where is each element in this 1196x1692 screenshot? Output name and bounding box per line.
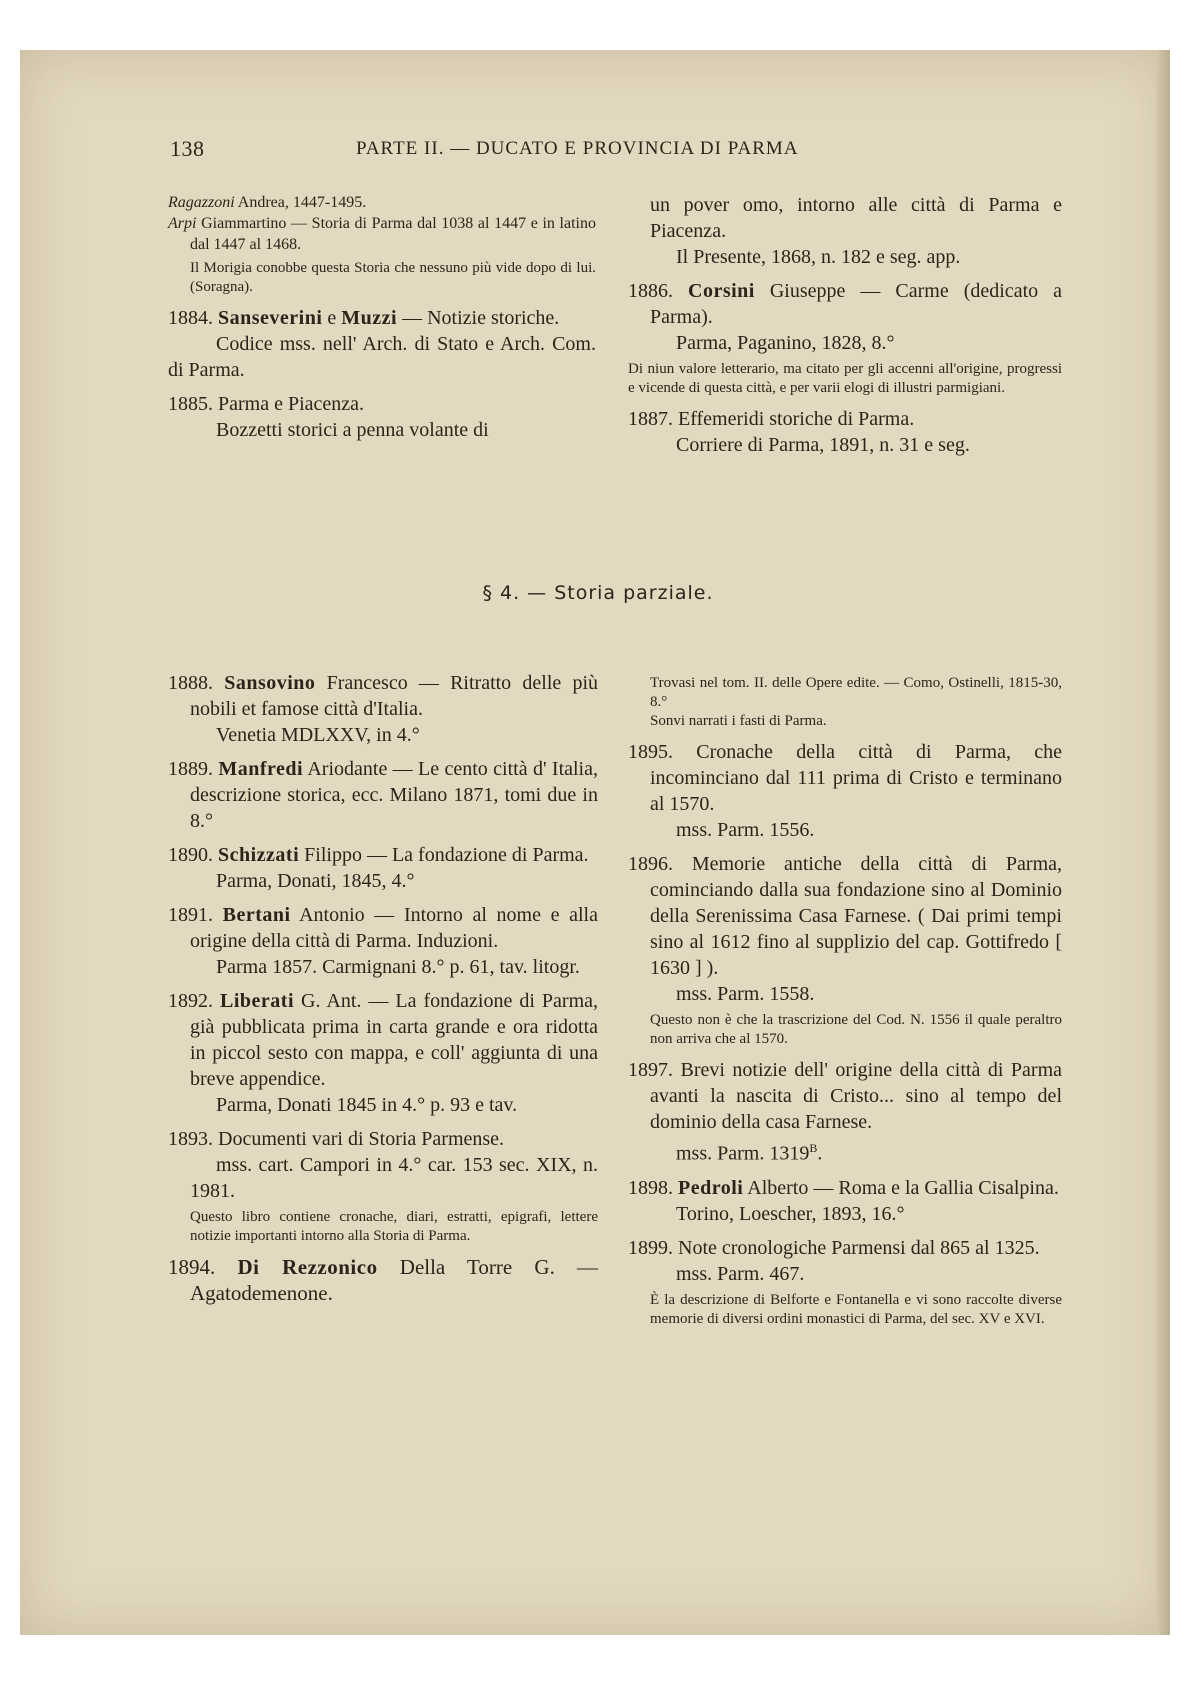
entry-1893: 1893. Documenti vari di Storia Parmense. — [168, 1128, 505, 1150]
page-number: 138 — [170, 136, 205, 161]
entry-text: — Notizie storiche. — [397, 307, 560, 329]
entry-1885-cont: un pover omo, intorno alle città di Parma e Piacenza. — [650, 194, 1062, 242]
entry-number: 1891. — [168, 904, 223, 926]
entry-1896: 1896. Memorie antiche della città di Parma, cominciando dalla sua fondazione sino al Dominio della Serenissima Casa Farnese. ( Dai primi tempi sino al 1612 fino al supplizio del cap. Gottifredo [ 1630 ] ). — [628, 853, 1062, 979]
top-left-column — [168, 192, 596, 443]
entry-ragazzoni — [168, 192, 596, 213]
entry-1885: 1885. Parma e Piacenza. — [168, 393, 365, 415]
entry-1886-note: Di niun valore letterario, ma citato per gli accenni all'origine, progressi e vicende di questa città, e per varii elogi di illustri parmigiani. — [628, 361, 1062, 396]
bottom-left-column — [168, 670, 598, 1306]
entry-1886-sub: Parma, Paganino, 1828, 8.° — [676, 332, 895, 354]
entry-1887-sub: Corriere di Parma, 1891, n. 31 e seg. — [676, 434, 970, 456]
entry-1899: 1899. Note cronologiche Parmensi dal 865 al 1325. — [628, 1236, 1040, 1259]
author-name: Bertani — [222, 904, 291, 926]
entry-number: 1884. — [168, 307, 218, 329]
entry-text: Andrea, 1447-1495. — [234, 194, 367, 211]
entry-1884-sub: Codice mss. nell' Arch. di Stato e Arch. Com. di Parma. — [168, 333, 596, 381]
entry-1895: 1895. Cronache della città di Parma, che incominciano dal 111 prima di Cristo e terminano al 1570. — [628, 741, 1062, 815]
entry-text: mss. Parm. 1319 — [676, 1142, 810, 1165]
entry-1894-note2: Sonvi narrati i fasti di Parma. — [650, 713, 827, 729]
entry-text: . — [817, 1142, 823, 1165]
superscript: B — [809, 1141, 818, 1155]
entry-1886 — [628, 278, 1062, 330]
entry-1885-sub: Bozzetti storici a penna volante di — [216, 419, 489, 441]
top-right-column — [628, 192, 1062, 458]
author-name: Schizzati — [218, 844, 300, 866]
author-name: Sanseverini — [218, 307, 323, 329]
entry-text: e — [322, 307, 342, 329]
entry-number: 1894. — [168, 1255, 238, 1279]
entry-number: 1892. — [168, 990, 221, 1012]
entry-number: 1890. — [168, 844, 218, 866]
entry-1890 — [168, 842, 598, 868]
entry-text: Antonio — Intorno al nome e alla origine della città di Parma. Induzioni. — [190, 904, 598, 952]
entry-1887: 1887. Effemeridi storiche di Parma. — [628, 408, 915, 430]
note-morigia: Il Morigia conobbe questa Storia che nessuno più vide dopo di lui. (Soragna). — [190, 260, 596, 295]
running-title: PARTE II. — DUCATO E PROVINCIA DI PARMA — [356, 138, 799, 159]
section-heading: § 4. — Storia parziale. — [482, 582, 714, 604]
entry-1884 — [168, 305, 596, 331]
entry-number: 1898. — [628, 1176, 678, 1199]
entry-1897-sub — [628, 1135, 1062, 1167]
entry-1897: 1897. Brevi notizie dell' origine della città di Parma avanti la nascita di Cristo... sino al tempo del dominio della casa Farnese. — [628, 1059, 1062, 1133]
entry-1891-sub: Parma 1857. Carmignani 8.° p. 61, tav. litogr. — [216, 956, 580, 978]
entry-1896-sub: mss. Parm. 1558. — [676, 983, 815, 1005]
author-name: Arpi — [168, 215, 197, 232]
entry-1888-sub: Venetia MDLXXV, in 4.° — [216, 724, 420, 746]
author-name: Pedroli — [678, 1176, 744, 1199]
author-name: Sansovino — [224, 672, 316, 694]
entry-1898-sub: Torino, Loescher, 1893, 16.° — [676, 1202, 905, 1225]
author-name: Corsini — [688, 280, 755, 302]
entry-text: Filippo — La fondazione di Parma. — [299, 844, 589, 866]
entry-text: Giammartino — Storia di Parma dal 1038 al 1447 e in latino dal 1447 al 1468. — [190, 215, 596, 253]
entry-1892 — [168, 988, 598, 1092]
entry-1890-sub: Parma, Donati, 1845, 4.° — [216, 870, 415, 892]
entry-1891 — [168, 902, 598, 954]
author-name: Di Rezzonico — [237, 1255, 378, 1279]
entry-number: 1889. — [168, 758, 219, 780]
entry-1889 — [168, 756, 598, 834]
entry-text: Ariodante — Le cento città d' Italia, descrizione storica, ecc. Milano 1871, tomi due in 8.° — [190, 758, 598, 832]
entry-number: 1888. — [168, 672, 225, 694]
entry-1894 — [168, 1254, 598, 1306]
entry-text: Francesco — Ritratto delle più nobili et famose città d'Italia. — [190, 672, 598, 720]
entry-text: Giuseppe — Carme (dedicato a Parma). — [650, 280, 1063, 328]
author-name: Manfredi — [218, 758, 304, 780]
running-header — [170, 136, 1070, 172]
entry-1888 — [168, 670, 598, 722]
entry-number: 1886. — [628, 280, 689, 302]
entry-1898 — [628, 1175, 1062, 1201]
entry-1893-note: Questo libro contiene cronache, diari, estratti, epigrafi, lettere notizie importanti intorno alla Storia di Parma. — [190, 1209, 598, 1244]
entry-1885-pub: Il Presente, 1868, n. 182 e seg. app. — [676, 246, 961, 268]
entry-1896-note: Questo non è che la trascrizione del Cod. N. 1556 il quale peraltro non arriva che al 1570. — [650, 1012, 1062, 1047]
author-name: Liberati — [220, 990, 295, 1012]
entry-text: Alberto — Roma e la Gallia Cisalpina. — [743, 1176, 1059, 1199]
entry-1894-note: Trovasi nel tom. II. delle Opere edite. — Como, Ostinelli, 1815-30, 8.° — [650, 675, 1062, 710]
entry-1892-sub: Parma, Donati 1845 in 4.° p. 93 e tav. — [216, 1094, 518, 1116]
entry-1899-sub: mss. Parm. 467. — [676, 1262, 805, 1285]
entry-1895-sub: mss. Parm. 1556. — [676, 819, 815, 841]
author-name: Ragazzoni — [168, 194, 235, 211]
entry-1893-sub: mss. cart. Campori in 4.° car. 153 sec. XIX, n. 1981. — [190, 1154, 598, 1202]
entry-text: Della Torre G. — Agatodemenone. — [190, 1255, 599, 1305]
entry-text: G. Ant. — La fondazione di Parma, già pubblicata prima in carta grande e ora ridotta in piccol sesto con mappa, e coll' aggiunta di una breve appendice. — [190, 990, 599, 1090]
entry-1899-note: È la descrizione di Belforte e Fontanella e vi sono raccolte diverse memorie di diversi ordini monastici di Parma, del sec. XV e XVI. — [650, 1291, 1062, 1327]
author-name: Muzzi — [341, 307, 398, 329]
bottom-right-column — [628, 670, 1062, 1333]
entry-arpi — [168, 213, 596, 255]
